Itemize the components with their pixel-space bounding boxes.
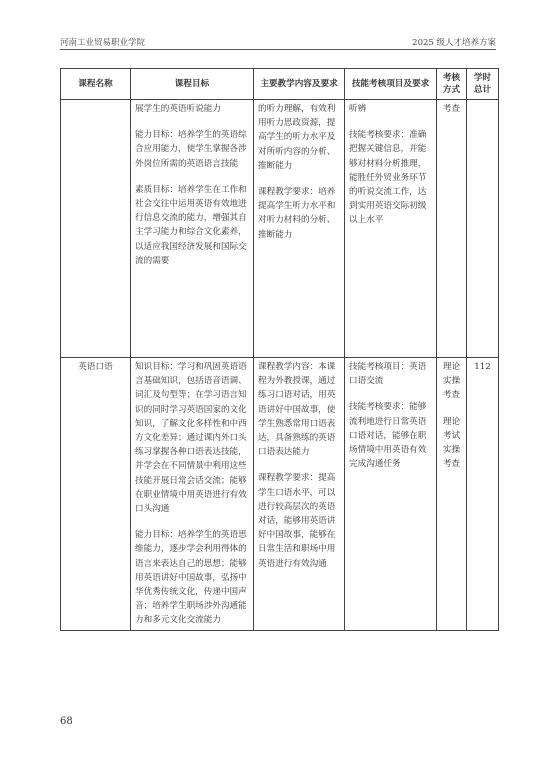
curriculum-table [60,68,499,631]
teaching-content-text: 课程教学内容：本课程为外教授课，通过练习口语对话，用英语讲好中国故事，使学生熟悉常用口语表达，具备熟练的英语口语表达能力 [258,362,336,458]
header-exam-line2: 方式 [442,85,461,95]
page-number: 68 [60,716,73,727]
total-hours-cell: 112 [467,358,499,631]
header-course-name: 课程名称 [61,69,131,100]
table-header-row [61,69,499,100]
goal-text: 展学生的英语听说能力 [135,104,221,114]
exam-line: 考查 [442,459,461,470]
content-text: 的听力理解，有效利用听力思政资源，提高学生的听力水平及对所听内容的分析、推断能力 [258,104,336,171]
header-course-goal: 课程目标 [131,69,254,100]
course-goal-cell [131,100,254,358]
skill-item-text: 听辨 [349,104,367,114]
ability-goal-text: 能力目标：培养学生的英语思维能力，逐步学会利用得体的语言来表达自己的思想；能够用英语讲好中国故事，弘扬中华优秀传统文化，传递中国声音；培养学生职场涉外沟通能力和多元文化交流能力 [135,530,247,626]
header-exam-method [437,69,467,100]
exam-method-cell [437,358,467,631]
course-name-cell: 英语口语 [61,358,131,631]
header-skill-assessment: 技能考核项目及要求 [345,69,437,100]
header-exam-line1: 考核 [442,73,461,83]
skill-assessment-cell [345,358,437,631]
quality-goal-text: 素质目标：培养学生在工作和社会交往中运用英语有效地进行信息交流的能力，增强其自主学习能力和综合文化素养，以适应我国经济发展和国际交流的需要 [135,184,247,266]
total-hours-cell [467,100,499,358]
skill-item-text: 技能考核项目：英语口语交流 [349,362,427,387]
exam-method-cell: 考查 [437,100,467,358]
teaching-requirement-text: 课程教学要求：培养提高学生听力水平和对听力材料的分析、推断能力 [258,187,336,240]
exam-line: 考试 [442,430,461,441]
main-content-cell [254,100,345,358]
exam-line: 实操 [442,445,461,456]
exam-line: 理论 [442,416,461,427]
page-header [60,33,496,50]
skill-requirement-text: 技能考核要求：能够流利地进行日常英语口语对话，能够在职场情境中用英语有效完成沟通任务 [349,402,427,470]
exam-line: 考查 [442,390,461,401]
course-name-cell [61,100,131,358]
ability-goal-text: 能力目标：培养学生的英语综合应用能力，使学生掌握各涉外岗位所需的英语语言技能 [135,130,247,169]
main-content-cell [254,358,345,631]
school-name: 河南工业贸易职业学院 [60,38,146,48]
header-hours-line1: 学时 [473,73,492,83]
table-row [61,358,499,631]
header-main-content: 主要教学内容及要求 [254,69,345,100]
header-total-hours [467,69,499,100]
document-title: 2025 级人才培养方案 [412,38,496,48]
skill-assessment-cell [345,100,437,358]
header-hours-line2: 总计 [473,85,492,95]
exam-line: 实操 [442,376,461,387]
course-goal-cell [131,358,254,631]
table-row [61,100,499,358]
knowledge-goal-text: 知识目标：学习和巩固英语语言基础知识，包括语音语调、词汇及句型等；在学习语言知识的同时学习英语国家的文化知识，了解文化多样性和中西方文化差异；通过课内外口头练习掌握各种口语表达技能，并学会在不同情景中利用这些技能开展日常会话交流；能够在职业情境中用英语进行有效口头沟通 [135,362,247,515]
skill-requirement-text: 技能考核要求：准确把握关键信息，并能够对材料分析推理，能胜任外贸业务环节的听说交流工作，达到实用英语交际初级以上水平 [349,130,427,226]
exam-line: 理论 [442,362,461,372]
teaching-requirement-text: 课程教学要求：提高学生口语水平，可以进行较高层次的英语对话，能够用英语讲好中国故事，能够在日常生活和职场中用英语进行有效沟通 [258,473,336,569]
